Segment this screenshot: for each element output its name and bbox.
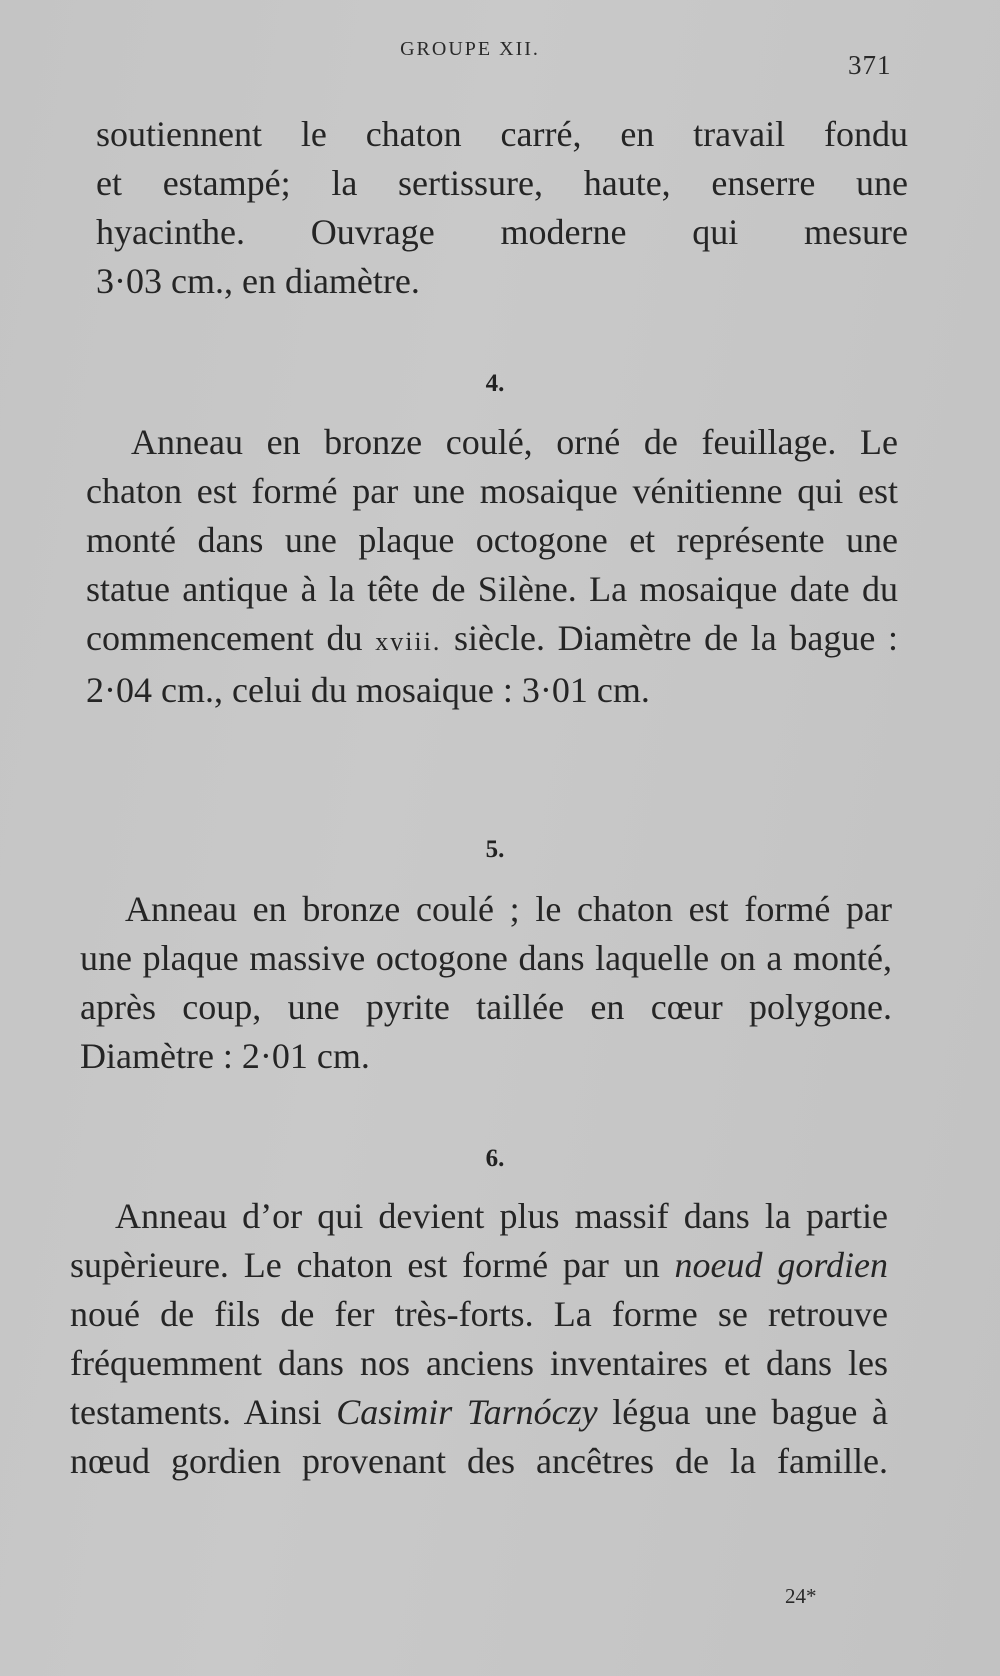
section-6-text-b: noué de fils de fer très-forts. La forme se retrouve fréquemment dans nos anciens inventaires et dans les testaments. Ainsi bbox=[70, 1294, 888, 1432]
page-number: 371 bbox=[848, 50, 892, 80]
section-4-text-a: Anneau en bronze coulé, orné de feuillage. Le chaton est formé par une mosaique vénitienne qui est monté dans une plaque octogone et représente une statue antique à la tête de Silène. La mosaique date du commencement du bbox=[86, 422, 898, 658]
section-4-paragraph bbox=[86, 418, 898, 715]
section-6-text-c: légua une bague à nœud gordien provenant des ancêtres de la famille. bbox=[70, 1392, 888, 1481]
section-6-text-a: Anneau d’or qui devient plus massif dans la partie supèrieure. Le chaton est formé par un bbox=[70, 1196, 888, 1285]
running-header: GROUPE XII. bbox=[400, 38, 540, 60]
italic-term: noeud gordien bbox=[674, 1245, 889, 1285]
section-number-6: 6. bbox=[485, 1145, 505, 1172]
continuation-paragraph bbox=[96, 110, 908, 306]
text-line: et estampé; la sertissure, haute, enserre une bbox=[96, 163, 908, 203]
text-line: 3·03 cm., en diamètre. bbox=[96, 261, 420, 301]
text-line: soutiennent le chaton carré, en travail fondu bbox=[96, 114, 908, 154]
text-line: hyacinthe. Ouvrage moderne qui mesure bbox=[96, 212, 908, 252]
century-smallcaps: xviii. bbox=[375, 627, 442, 656]
section-number-5: 5. bbox=[485, 836, 505, 863]
section-5-paragraph: Anneau en bronze coulé ; le chaton est formé par une plaque massive octogone dans laquelle on a monté, après coup, une pyrite taillée en cœur polygone. Diamètre : 2·01 cm. bbox=[80, 889, 892, 1076]
italic-name: Casimir Tarnóczy bbox=[336, 1392, 598, 1432]
section-6-paragraph bbox=[70, 1192, 888, 1486]
section-4-text-b: siècle. Diamètre de la bague : 2·04 cm., celui du mosaique : 3·01 cm. bbox=[86, 618, 898, 710]
section-number-4: 4. bbox=[485, 370, 505, 397]
printer-signature: 24* bbox=[785, 1584, 817, 1608]
